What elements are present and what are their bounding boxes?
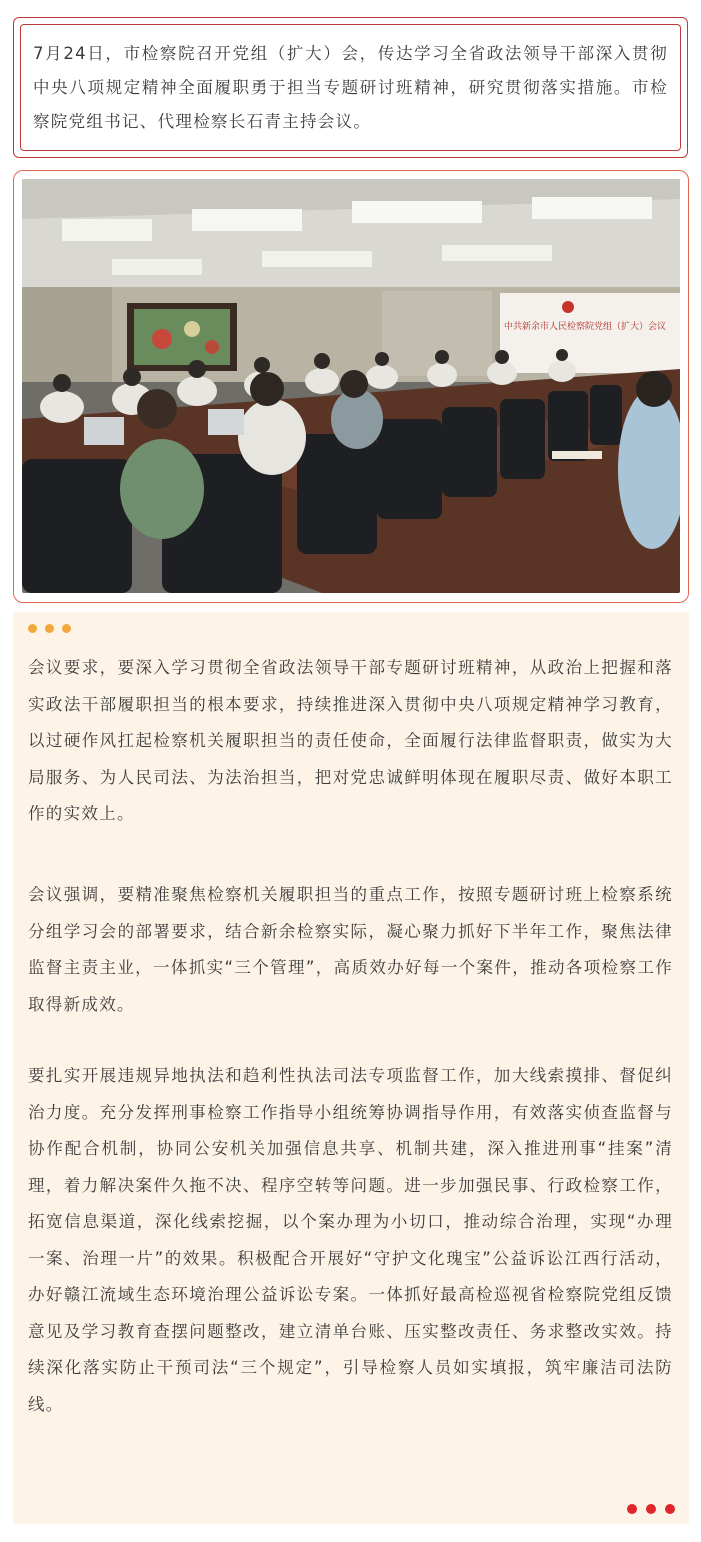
decorative-dots-bottom bbox=[627, 1504, 675, 1514]
intro-text: 7月24日，市检察院召开党组（扩大）会，传达学习全省政法领导干部深入贯彻中央八项规定精神全面履职勇于担当专题研讨班精神，研究贯彻落实措施。市检察院党组书记、代理检察长石青主持会议。 bbox=[33, 44, 668, 131]
photo-frame bbox=[13, 170, 689, 603]
paragraph-emphasis: 会议强调，要精准聚焦检察机关履职担当的重点工作，按照专题研讨班上检察系统分组学习会的部署要求，结合新余检察实际，凝心聚力抓好下半年工作，聚焦法律监督主责主业，一体抓实“三个管理”，高质效办好每一个案件，推动各项检察工作取得新成效。 bbox=[28, 885, 673, 1014]
intro-box bbox=[13, 17, 688, 158]
dot-icon bbox=[45, 624, 54, 633]
screen-text: 中共新余市人民检察院党组（扩大）会议 bbox=[504, 322, 667, 332]
dot-icon bbox=[28, 624, 37, 633]
dot-icon bbox=[627, 1504, 637, 1514]
meeting-photo bbox=[22, 179, 680, 593]
content-panel bbox=[13, 612, 689, 1524]
meeting-photo-illustration bbox=[22, 179, 680, 593]
dot-icon bbox=[646, 1504, 656, 1514]
intro-inner-border bbox=[20, 24, 681, 151]
dot-icon bbox=[665, 1504, 675, 1514]
paragraph-measures: 要扎实开展违规异地执法和趋利性执法司法专项监督工作，加大线索摸排、督促纠治力度。充分发挥刑事检察工作指导小组统筹协调指导作用，有效落实侦查监督与协作配合机制，协同公安机关加强信息共享、机制共建，深入推进刑事“挂案”清理，着力解决案件久拖不决、程序空转等问题。进一步加强民事、行政检察工作，拓宽信息渠道，深化线索挖掘，以个案办理为小切口，推动综合治理，实现“办理一案、治理一片”的效果。积极配合开展好“守护文化瑰宝”公益诉讼江西行活动，办好赣江流域生态环境治理公益诉讼专案。一体抓好最高检巡视省检察院党组反馈意见及学习教育查摆问题整改，建立清单台账、压实整改责任、务求整改实效。持续深化落实防止干预司法“三个规定”，引导检察人员如实填报，筑牢廉洁司法防线。 bbox=[28, 1066, 673, 1414]
decorative-dots-top bbox=[28, 624, 71, 633]
paragraph-requirements: 会议要求，要深入学习贯彻全省政法领导干部专题研讨班精神，从政治上把握和落实政法干部履职担当的根本要求，持续推进深入贯彻中央八项规定精神学习教育，以过硬作风扛起检察机关履职担当的责任使命，全面履行法律监督职责，做实为大局服务、为人民司法、为法治担当，把对党忠诚鲜明体现在履职尽责、做好本职工作的实效上。 bbox=[28, 658, 673, 823]
dot-icon bbox=[62, 624, 71, 633]
